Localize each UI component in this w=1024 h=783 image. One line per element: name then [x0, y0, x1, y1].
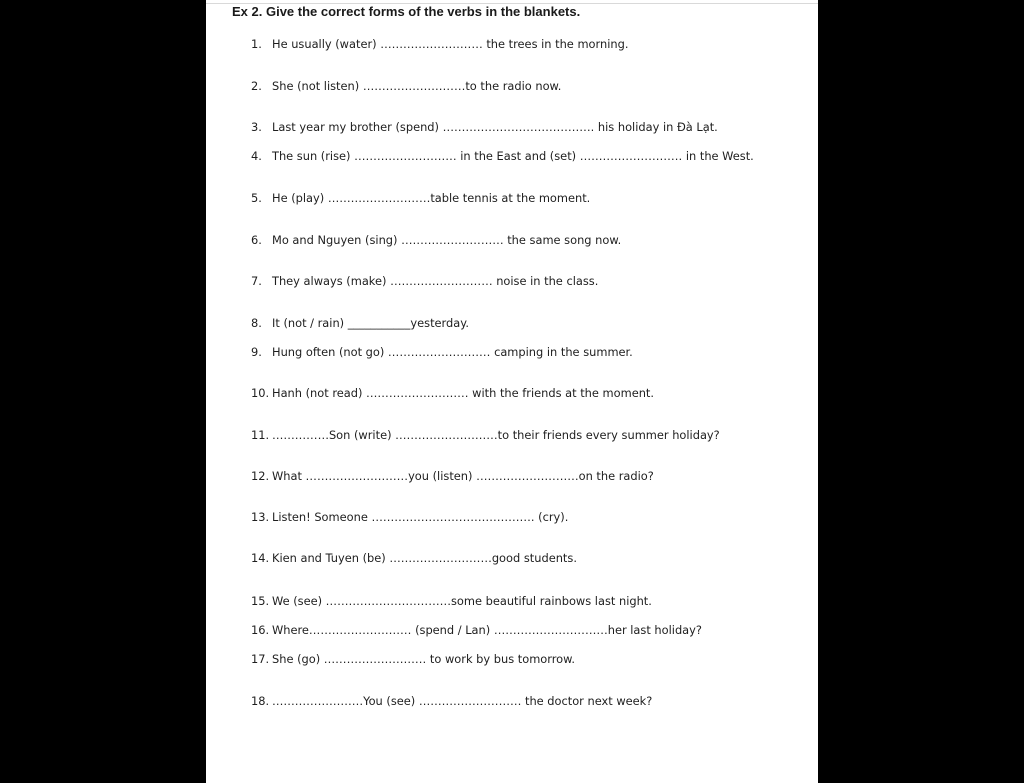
exercise-item-15 [206, 592, 818, 610]
item-number: 6. [251, 233, 262, 247]
item-number: 9. [251, 345, 262, 359]
item-text: Listen! Someone ……………………………………. (cry). [272, 510, 569, 524]
item-number: 16. [251, 623, 270, 637]
item-text: Mo and Nguyen (sing) ……………………… the same song now. [272, 233, 622, 247]
exercise-item-3 [206, 118, 818, 136]
item-number: 11. [251, 428, 270, 442]
item-number: 17. [251, 652, 270, 666]
exercise-item-9 [206, 343, 818, 361]
exercise-item-18 [206, 692, 818, 710]
exercise-item-12 [206, 467, 818, 485]
item-number: 13. [251, 510, 270, 524]
exercise-item-14 [206, 549, 818, 567]
item-number: 18. [251, 694, 270, 708]
exercise-item-1 [206, 35, 818, 53]
item-number: 10. [251, 386, 270, 400]
item-text: The sun (rise) ……………………… in the East and (set) ……………………… in the West. [272, 149, 754, 163]
exercise-item-17 [206, 650, 818, 668]
item-text: He usually (water) ……………………… the trees in the morning. [272, 37, 629, 51]
item-text: Hung often (not go) ……………………… camping in the summer. [272, 345, 633, 359]
item-text: Where……………………… (spend / Lan) …………………………her last holiday? [272, 623, 702, 637]
item-text: What ………………………you (listen) ………………………on the radio? [272, 469, 654, 483]
exercise-item-13 [206, 508, 818, 526]
item-text: He (play) ………………………table tennis at the moment. [272, 191, 591, 205]
item-text: They always (make) ……………………… noise in the class. [272, 274, 599, 288]
item-number: 12. [251, 469, 270, 483]
item-text: It (not / rain) ___________yesterday. [272, 316, 469, 330]
item-text: Kien and Tuyen (be) ………………………good students. [272, 551, 577, 565]
exercise-item-6 [206, 231, 818, 249]
item-number: 5. [251, 191, 262, 205]
item-number: 3. [251, 120, 262, 134]
item-text: Hanh (not read) ……………………… with the friends at the moment. [272, 386, 655, 400]
item-text: Last year my brother (spend) …………………………………. his holiday in Đà Lạt. [272, 120, 718, 134]
exercise-item-11 [206, 426, 818, 444]
item-number: 7. [251, 274, 262, 288]
item-number: 1. [251, 37, 262, 51]
item-text: She (go) ……………………… to work by bus tomorrow. [272, 652, 576, 666]
item-number: 14. [251, 551, 270, 565]
exercise-item-7 [206, 272, 818, 290]
item-number: 8. [251, 316, 262, 330]
exercise-item-4 [206, 147, 818, 165]
item-text: ……………Son (write) ………………………to their friends every summer holiday? [272, 428, 720, 442]
item-number: 2. [251, 79, 262, 93]
item-text: We (see) ……………………………some beautiful rainbows last night. [272, 594, 652, 608]
exercise-item-5 [206, 189, 818, 207]
exercise-item-2 [206, 77, 818, 95]
item-text: ……………………You (see) ……………………… the doctor next week? [272, 694, 653, 708]
worksheet-page [206, 0, 818, 783]
exercise-title: Ex 2. Give the correct forms of the verbs in the blankets. [232, 4, 581, 19]
exercise-item-10 [206, 384, 818, 402]
exercise-item-16 [206, 621, 818, 639]
exercise-item-8 [206, 314, 818, 332]
item-text: She (not listen) ………………………to the radio now. [272, 79, 562, 93]
item-number: 4. [251, 149, 262, 163]
item-number: 15. [251, 594, 270, 608]
